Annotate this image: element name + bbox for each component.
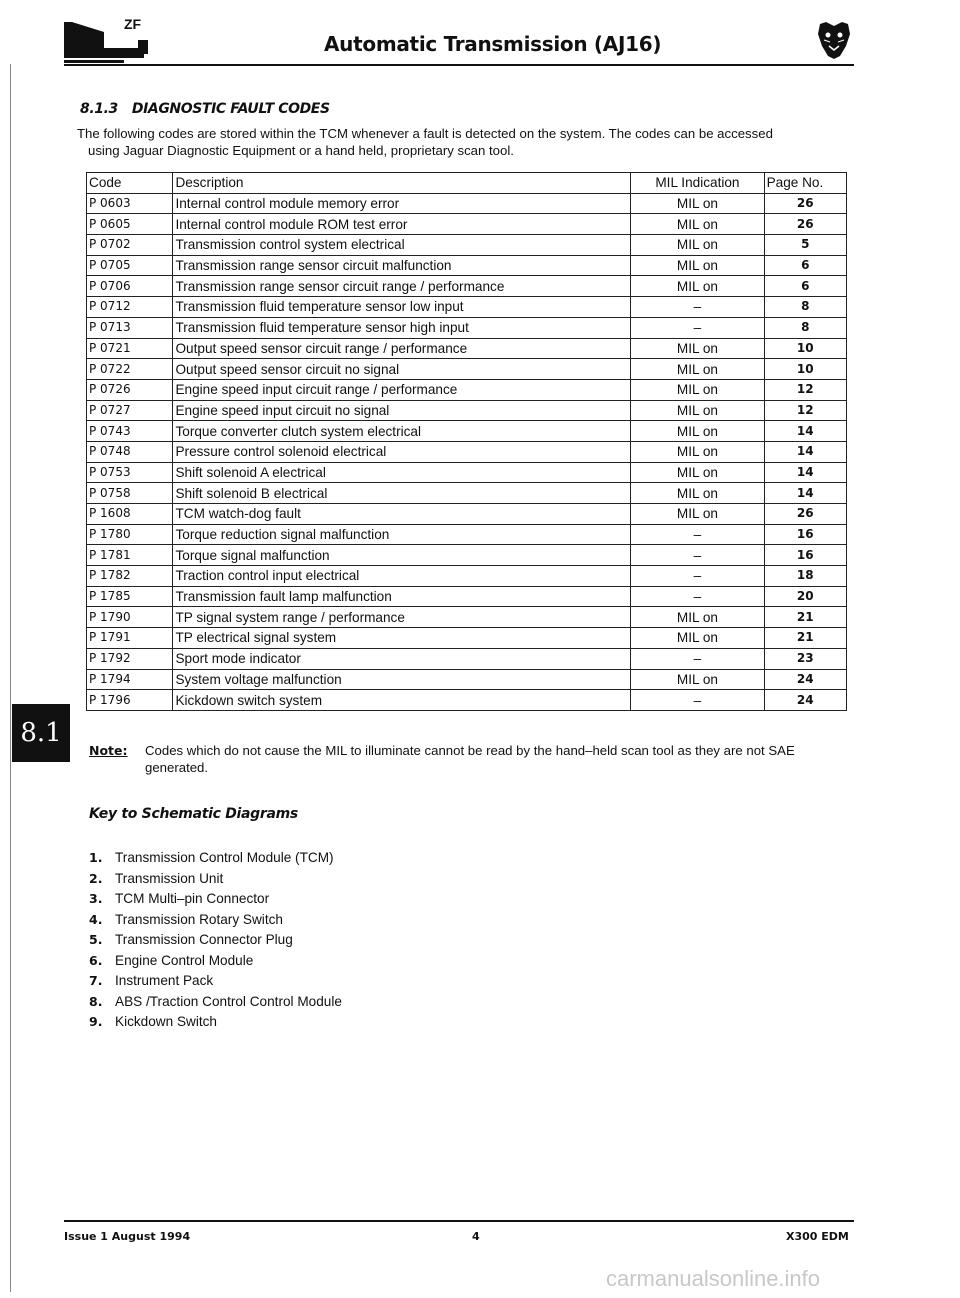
key-item-text: Transmission Unit [115, 870, 224, 886]
page-cell: 21 [764, 607, 846, 628]
table-row [87, 255, 847, 276]
code-cell: P 1781 [87, 545, 173, 566]
key-item-number: 5. [89, 932, 103, 947]
mil-indication-cell: MIL on [631, 441, 764, 462]
table-row [87, 235, 847, 256]
key-item-number: 8. [89, 993, 103, 1009]
page-cell: 10 [764, 338, 846, 359]
mil-indication-cell: MIL on [631, 214, 764, 235]
page-cell: 5 [764, 235, 846, 256]
note-label: Note: [89, 743, 128, 758]
description-cell: Torque converter clutch system electrical [173, 421, 631, 442]
description-cell: System voltage malfunction [173, 669, 631, 690]
mil-indication-cell: MIL on [631, 483, 764, 504]
key-item [89, 889, 342, 910]
intro-line-2: using Jaguar Diagnostic Equipment or a hand held, proprietary scan tool. [88, 143, 514, 158]
table-row [87, 441, 847, 462]
section-title: DIAGNOSTIC FAULT CODES [131, 101, 330, 117]
description-cell: Output speed sensor circuit no signal [173, 359, 631, 380]
code-cell: P 0712 [87, 297, 173, 318]
table-row [87, 359, 847, 380]
page-cell: 16 [764, 545, 846, 566]
mil-indication-cell: – [631, 586, 764, 607]
mil-indication-cell: – [631, 524, 764, 545]
page-cell: 12 [764, 379, 846, 400]
section-heading [80, 101, 330, 117]
key-item-text: Transmission Rotary Switch [115, 911, 283, 927]
page-cell: 14 [764, 421, 846, 442]
description-cell: Sport mode indicator [173, 648, 631, 669]
key-heading: Key to Schematic Diagrams [89, 806, 298, 822]
key-item-text: TCM Multi–pin Connector [115, 891, 270, 906]
mil-indication-cell: – [631, 545, 764, 566]
page-header [64, 18, 854, 66]
page-cell: 21 [764, 628, 846, 649]
table-row [87, 214, 847, 235]
key-item-number: 4. [89, 911, 103, 927]
table-row [87, 504, 847, 525]
table-header-row [87, 173, 847, 194]
page-cell: 26 [764, 214, 846, 235]
header-mil-indication: MIL Indication [631, 173, 764, 194]
page-cell: 14 [764, 483, 846, 504]
key-item [89, 869, 342, 890]
table-row [87, 297, 847, 318]
code-cell: P 0713 [87, 317, 173, 338]
description-cell: Pressure control solenoid electrical [173, 441, 631, 462]
section-tab-marker: 8.1 [12, 704, 70, 762]
key-item-number: 2. [89, 870, 103, 886]
key-item-text: Transmission Connector Plug [115, 932, 293, 947]
mil-indication-cell: MIL on [631, 628, 764, 649]
key-item-number: 7. [89, 973, 103, 988]
key-item-number: 9. [89, 1014, 103, 1029]
table-row [87, 628, 847, 649]
code-cell: P 0758 [87, 483, 173, 504]
page-cell: 14 [764, 462, 846, 483]
code-cell: P 1780 [87, 524, 173, 545]
table-row [87, 545, 847, 566]
section-number: 8.1.3 [80, 101, 118, 117]
intro-line-1: The following codes are stored within the TCM whenever a fault is detected on the system. The codes can be accessed [77, 126, 773, 141]
code-cell: P 0706 [87, 276, 173, 297]
table-row [87, 524, 847, 545]
description-cell: Transmission range sensor circuit malfunction [173, 255, 631, 276]
header-description: Description [173, 173, 631, 194]
table-row [87, 483, 847, 504]
code-cell: P 0705 [87, 255, 173, 276]
footer-issue: Issue 1 August 1994 [64, 1230, 191, 1243]
key-item [89, 1012, 342, 1033]
mil-indication-cell: – [631, 690, 764, 711]
mil-indication-cell: MIL on [631, 669, 764, 690]
page-cell: 6 [764, 255, 846, 276]
code-cell: P 0605 [87, 214, 173, 235]
page-cell: 8 [764, 297, 846, 318]
code-cell: P 0726 [87, 379, 173, 400]
key-item-number: 3. [89, 891, 103, 906]
code-cell: P 0722 [87, 359, 173, 380]
key-item [89, 971, 342, 992]
description-cell: TP electrical signal system [173, 628, 631, 649]
key-list [89, 848, 342, 1033]
key-item [89, 930, 342, 951]
description-cell: Shift solenoid B electrical [173, 483, 631, 504]
table-row [87, 193, 847, 214]
code-cell: P 0603 [87, 193, 173, 214]
table-row [87, 586, 847, 607]
table-row [87, 566, 847, 587]
mil-indication-cell: MIL on [631, 607, 764, 628]
page-cell: 26 [764, 193, 846, 214]
code-cell: P 0702 [87, 235, 173, 256]
mil-indication-cell: – [631, 566, 764, 587]
footer-page-number: 4 [472, 1230, 480, 1243]
page-cell: 24 [764, 690, 846, 711]
description-cell: Internal control module memory error [173, 193, 631, 214]
key-item [89, 910, 342, 931]
key-item-text: Engine Control Module [115, 952, 254, 968]
note-line-1: Codes which do not cause the MIL to illuminate cannot be read by the hand–held scan tool as they are not SAE [145, 743, 795, 758]
description-cell: Transmission range sensor circuit range / performance [173, 276, 631, 297]
page-cell: 8 [764, 317, 846, 338]
note-text [145, 742, 855, 776]
fault-codes-table [86, 172, 847, 711]
page-cell: 26 [764, 504, 846, 525]
key-item-number: 1. [89, 850, 103, 865]
code-cell: P 0748 [87, 441, 173, 462]
mil-indication-cell: MIL on [631, 462, 764, 483]
table-row [87, 462, 847, 483]
intro-paragraph [77, 125, 852, 159]
watermark: carmanualsonline.info [606, 1266, 821, 1291]
key-item [89, 848, 342, 869]
description-cell: Torque signal malfunction [173, 545, 631, 566]
page-cell: 23 [764, 648, 846, 669]
description-cell: Shift solenoid A electrical [173, 462, 631, 483]
mil-indication-cell: MIL on [631, 255, 764, 276]
header-rule [64, 64, 854, 66]
page-cell: 14 [764, 441, 846, 462]
description-cell: Engine speed input circuit no signal [173, 400, 631, 421]
mil-indication-cell: MIL on [631, 276, 764, 297]
header-page-no: Page No. [764, 173, 846, 194]
table-row [87, 276, 847, 297]
code-cell: P 1796 [87, 690, 173, 711]
table-row [87, 317, 847, 338]
table-row [87, 338, 847, 359]
page-cell: 6 [764, 276, 846, 297]
code-cell: P 0721 [87, 338, 173, 359]
note-line-2: generated. [145, 760, 209, 775]
mil-indication-cell: MIL on [631, 338, 764, 359]
description-cell: Transmission fault lamp malfunction [173, 586, 631, 607]
mil-indication-cell: MIL on [631, 193, 764, 214]
description-cell: Transmission fluid temperature sensor low input [173, 297, 631, 318]
code-cell: P 1790 [87, 607, 173, 628]
page-cell: 24 [764, 669, 846, 690]
mil-indication-cell: MIL on [631, 379, 764, 400]
code-cell: P 0753 [87, 462, 173, 483]
page-cell: 16 [764, 524, 846, 545]
code-cell: P 1794 [87, 669, 173, 690]
key-item-text: Transmission Control Module (TCM) [115, 850, 334, 865]
zf-logo-text: ZF [124, 16, 142, 32]
page-cell: 10 [764, 359, 846, 380]
mil-indication-cell: MIL on [631, 400, 764, 421]
mil-indication-cell: – [631, 648, 764, 669]
table-row [87, 669, 847, 690]
mil-indication-cell: MIL on [631, 504, 764, 525]
page-cell: 20 [764, 586, 846, 607]
mil-indication-cell: MIL on [631, 359, 764, 380]
table-row [87, 648, 847, 669]
mil-indication-cell: MIL on [631, 235, 764, 256]
key-item-text: Kickdown Switch [115, 1014, 217, 1029]
footer-document-id: X300 EDM [786, 1230, 849, 1243]
table-row [87, 607, 847, 628]
mil-indication-cell: – [631, 317, 764, 338]
description-cell: Internal control module ROM test error [173, 214, 631, 235]
key-item [89, 992, 342, 1013]
description-cell: TCM watch-dog fault [173, 504, 631, 525]
code-cell: P 0743 [87, 421, 173, 442]
table-row [87, 421, 847, 442]
footer-rule [64, 1220, 854, 1222]
page-cell: 12 [764, 400, 846, 421]
code-cell: P 1792 [87, 648, 173, 669]
key-item-text: ABS /Traction Control Control Module [115, 993, 342, 1009]
code-cell: P 1791 [87, 628, 173, 649]
description-cell: Engine speed input circuit range / performance [173, 379, 631, 400]
description-cell: Transmission control system electrical [173, 235, 631, 256]
table-row [87, 690, 847, 711]
key-item [89, 951, 342, 972]
code-cell: P 0727 [87, 400, 173, 421]
description-cell: Traction control input electrical [173, 566, 631, 587]
header-code: Code [87, 173, 173, 194]
key-item-text: Instrument Pack [115, 973, 214, 988]
description-cell: Output speed sensor circuit range / performance [173, 338, 631, 359]
table-row [87, 400, 847, 421]
mil-indication-cell: – [631, 297, 764, 318]
description-cell: Kickdown switch system [173, 690, 631, 711]
code-cell: P 1608 [87, 504, 173, 525]
page-title: Automatic Transmission (AJ16) [324, 32, 662, 56]
page-cell: 18 [764, 566, 846, 587]
code-cell: P 1782 [87, 566, 173, 587]
description-cell: Torque reduction signal malfunction [173, 524, 631, 545]
jaguar-head-icon [816, 20, 852, 60]
code-cell: P 1785 [87, 586, 173, 607]
key-item-number: 6. [89, 952, 103, 968]
mil-indication-cell: MIL on [631, 421, 764, 442]
left-margin-rule [10, 64, 11, 1292]
description-cell: Transmission fluid temperature sensor high input [173, 317, 631, 338]
table-row [87, 379, 847, 400]
description-cell: TP signal system range / performance [173, 607, 631, 628]
